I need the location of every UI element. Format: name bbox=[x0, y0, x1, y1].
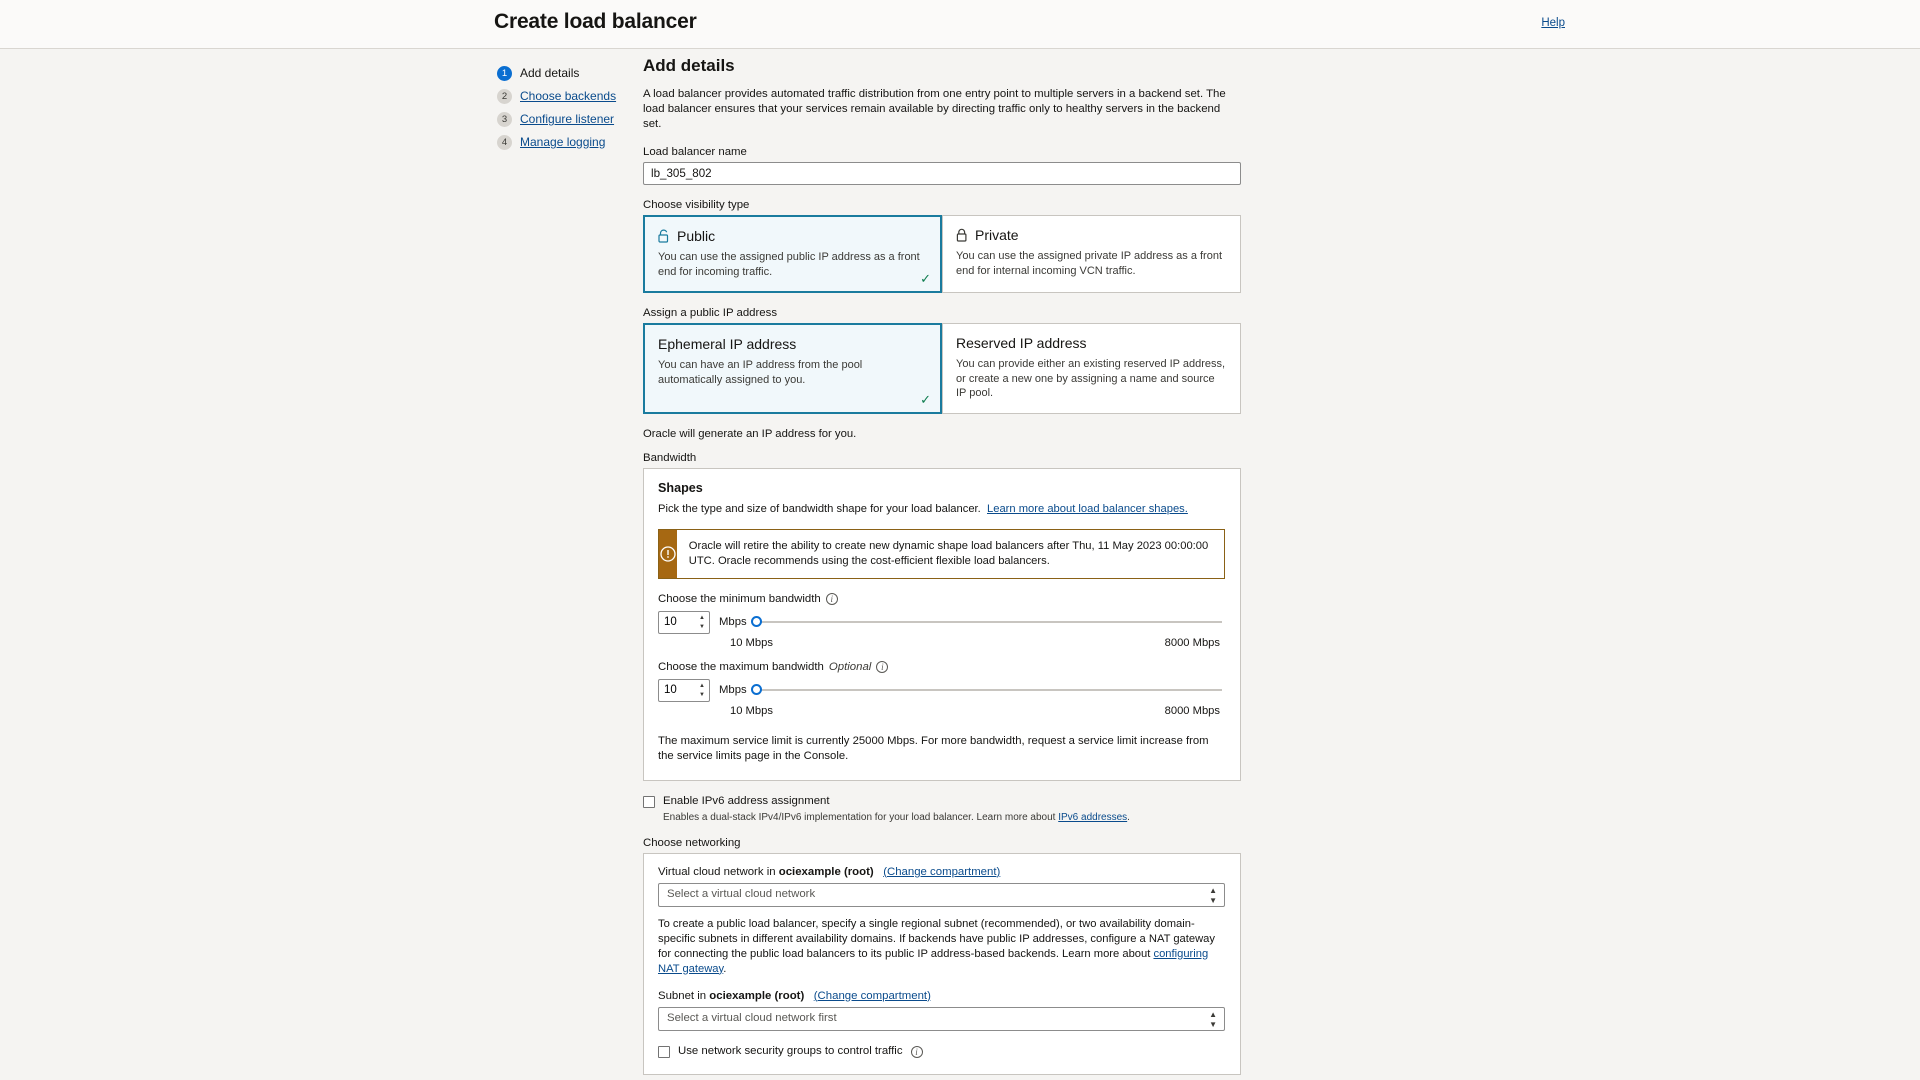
configuring-nat-gateway-link[interactable]: configuring NAT gateway bbox=[658, 947, 1209, 975]
retirement-alert bbox=[658, 529, 1225, 579]
max-bandwidth-scale-max: 8000 Mbps bbox=[1164, 704, 1220, 717]
subnet-compartment: ociexample (root) bbox=[709, 989, 805, 1002]
help-link[interactable]: Help bbox=[1541, 17, 1565, 29]
min-bandwidth-unit: Mbps bbox=[719, 616, 747, 628]
sidebar-item-configure-listener[interactable] bbox=[497, 112, 637, 133]
subnet-label bbox=[658, 990, 1226, 1002]
assign-public-ip-label: Assign a public IP address bbox=[643, 307, 778, 319]
ipv6-help-prefix: Enables a dual-stack IPv4/IPv6 implementation for your load balancer. Learn more about bbox=[663, 811, 1059, 823]
vcn-label-prefix: Virtual cloud network in bbox=[658, 865, 779, 878]
page-header bbox=[0, 0, 1920, 49]
nsg-checkbox-row[interactable] bbox=[658, 1045, 1226, 1058]
max-bandwidth-label-text: Choose the maximum bandwidth bbox=[658, 660, 824, 673]
networking-panel bbox=[643, 853, 1241, 1075]
max-bandwidth-input[interactable] bbox=[659, 680, 695, 701]
min-bandwidth-stepper[interactable] bbox=[658, 611, 710, 634]
vcn-compartment: ociexample (root) bbox=[778, 865, 874, 878]
load-balancer-name-label: Load balancer name bbox=[643, 146, 747, 158]
bandwidth-label: Bandwidth bbox=[643, 451, 697, 464]
info-icon[interactable]: i bbox=[826, 593, 838, 605]
page-title: Create load balancer bbox=[494, 10, 697, 33]
subnet-change-compartment-link[interactable]: (Change compartment) bbox=[813, 989, 931, 1002]
visibility-card-private-label: Private bbox=[975, 227, 1019, 243]
max-bandwidth-scale-min: 10 Mbps bbox=[730, 704, 773, 717]
networking-help-suffix: . bbox=[723, 962, 727, 975]
choose-networking-label: Choose networking bbox=[643, 836, 741, 849]
min-bandwidth-scale-max: 8000 Mbps bbox=[1164, 636, 1220, 649]
visibility-card-public-desc: You can use the assigned public IP address as a front end for incoming traffic. bbox=[658, 251, 920, 278]
step-label: Add details bbox=[520, 66, 580, 80]
vcn-label bbox=[658, 866, 1226, 878]
visibility-card-private-desc: You can use the assigned private IP address as a front end for internal incoming VCN traffic. bbox=[956, 250, 1223, 277]
stepper-arrows[interactable]: ▲ ▼ bbox=[699, 614, 705, 630]
step-number: 4 bbox=[497, 135, 512, 150]
ip-card-reserved-title: Reserved IP address bbox=[956, 335, 1087, 351]
load-balancer-name-input[interactable] bbox=[643, 162, 1241, 185]
step-label: Configure listener bbox=[520, 112, 615, 126]
ip-card-reserved[interactable] bbox=[942, 323, 1241, 414]
chevron-updown-icon: ▲ ▼ bbox=[1209, 1009, 1217, 1029]
subnet-select-value: Select a virtual cloud network first bbox=[667, 1011, 837, 1024]
vcn-select[interactable] bbox=[658, 883, 1225, 907]
visibility-card-private[interactable] bbox=[942, 215, 1241, 293]
selected-check-icon: ✓ bbox=[920, 271, 931, 286]
step-label: Manage logging bbox=[520, 135, 606, 149]
visibility-type-label: Choose visibility type bbox=[643, 199, 750, 211]
ipv6-checkbox[interactable] bbox=[643, 796, 655, 808]
vcn-select-value: Select a virtual cloud network bbox=[667, 887, 816, 900]
step-number: 1 bbox=[497, 66, 512, 81]
ipv6-addresses-link[interactable]: IPv6 addresses bbox=[1058, 811, 1128, 823]
subnet-select[interactable] bbox=[658, 1007, 1225, 1031]
min-bandwidth-input[interactable] bbox=[659, 612, 695, 633]
ipv6-help-suffix: . bbox=[1127, 811, 1130, 823]
max-bandwidth-optional: Optional bbox=[828, 660, 872, 673]
alert-warning-icon bbox=[659, 530, 677, 578]
min-bandwidth-scale bbox=[658, 637, 1226, 653]
subnet-label-prefix: Subnet in bbox=[658, 989, 710, 1002]
min-bandwidth-slider-track[interactable] bbox=[756, 621, 1222, 623]
info-icon[interactable]: i bbox=[876, 661, 888, 673]
shapes-title: Shapes bbox=[658, 480, 703, 495]
sidebar-item-add-details[interactable] bbox=[497, 66, 637, 87]
lock-open-icon bbox=[658, 229, 670, 243]
alert-message: Oracle will retire the ability to create new dynamic shape load balancers after Thu, 11 May 2023 00:00:00 UTC. Oracle recommends using the cost-efficient flexible load balancers. bbox=[688, 539, 1209, 567]
selected-check-icon: ✓ bbox=[920, 391, 931, 407]
chevron-updown-icon: ▲ ▼ bbox=[1209, 885, 1217, 905]
max-bandwidth-stepper[interactable] bbox=[658, 679, 710, 702]
wizard-steps bbox=[497, 66, 637, 158]
max-bandwidth-label bbox=[658, 661, 1226, 673]
ip-card-ephemeral-title: Ephemeral IP address bbox=[658, 336, 797, 352]
networking-help-prefix: To create a public load balancer, specify a single regional subnet (recommended), or two availability domain-specific subnets in different availability domains. If backends have public IP addresses, configure a NAT gateway for connecting the public load balancers to its public IP address-based backends. Learn more about bbox=[658, 917, 1215, 960]
networking-help-text bbox=[658, 917, 1225, 977]
learn-more-shapes-link[interactable]: Learn more about load balancer shapes. bbox=[987, 502, 1188, 515]
visibility-card-public[interactable] bbox=[643, 215, 942, 293]
stepper-arrows[interactable]: ▲ ▼ bbox=[699, 682, 705, 698]
vcn-change-compartment-link[interactable]: (Change compartment) bbox=[883, 865, 1001, 878]
ip-card-ephemeral[interactable] bbox=[643, 323, 942, 414]
max-bandwidth-slider-thumb[interactable] bbox=[751, 684, 762, 695]
sidebar-item-choose-backends[interactable] bbox=[497, 89, 637, 110]
shapes-subtitle-text: Pick the type and size of bandwidth shape for your load balancer. bbox=[658, 502, 981, 515]
ip-generation-note: Oracle will generate an IP address for you. bbox=[643, 427, 857, 440]
section-title: Add details bbox=[643, 56, 735, 75]
max-bandwidth-row bbox=[658, 679, 1226, 702]
nsg-checkbox[interactable] bbox=[658, 1046, 670, 1058]
max-bandwidth-unit: Mbps bbox=[719, 684, 747, 696]
min-bandwidth-row bbox=[658, 611, 1226, 634]
shapes-subtitle bbox=[658, 503, 1226, 515]
visibility-card-public-label: Public bbox=[677, 228, 716, 244]
visibility-card-public-title bbox=[658, 228, 927, 244]
min-bandwidth-scale-min: 10 Mbps bbox=[730, 636, 773, 649]
section-description: A load balancer provides automated traffic distribution from one entry point to multiple servers in a backend set. The load balancer ensures that your services remain available by directing traffic only to healthy servers in the backend set. bbox=[643, 88, 1226, 130]
lock-closed-icon bbox=[956, 228, 968, 242]
sidebar-item-manage-logging[interactable] bbox=[497, 135, 637, 156]
ipv6-checkbox-row[interactable] bbox=[643, 795, 1243, 808]
ipv6-help bbox=[663, 812, 1243, 823]
visibility-type-cards bbox=[643, 215, 1241, 293]
info-icon[interactable]: i bbox=[911, 1046, 923, 1058]
min-bandwidth-slider-thumb[interactable] bbox=[751, 616, 762, 627]
min-bandwidth-label-text: Choose the minimum bandwidth bbox=[658, 592, 821, 605]
main-form bbox=[643, 56, 1243, 1075]
step-number: 3 bbox=[497, 112, 512, 127]
min-bandwidth-label bbox=[658, 593, 1226, 605]
ip-card-reserved-desc: You can provide either an existing reserved IP address, or create a new one by assigning a name and source IP pool. bbox=[956, 358, 1226, 399]
max-bandwidth-slider-track[interactable] bbox=[756, 689, 1222, 691]
shapes-panel bbox=[643, 468, 1241, 781]
ip-card-ephemeral-desc: You can have an IP address from the pool automatically assigned to you. bbox=[658, 359, 863, 386]
service-limit-note: The maximum service limit is currently 25000 Mbps. For more bandwidth, request a service limit increase from the service limits page in the Console. bbox=[658, 734, 1209, 762]
step-number: 2 bbox=[497, 89, 512, 104]
visibility-card-private-title bbox=[956, 227, 1227, 243]
ipv6-label: Enable IPv6 address assignment bbox=[663, 794, 830, 807]
nsg-label: Use network security groups to control traffic bbox=[678, 1044, 903, 1057]
ip-address-cards bbox=[643, 323, 1241, 414]
step-label: Choose backends bbox=[520, 89, 617, 103]
max-bandwidth-scale bbox=[658, 705, 1226, 721]
